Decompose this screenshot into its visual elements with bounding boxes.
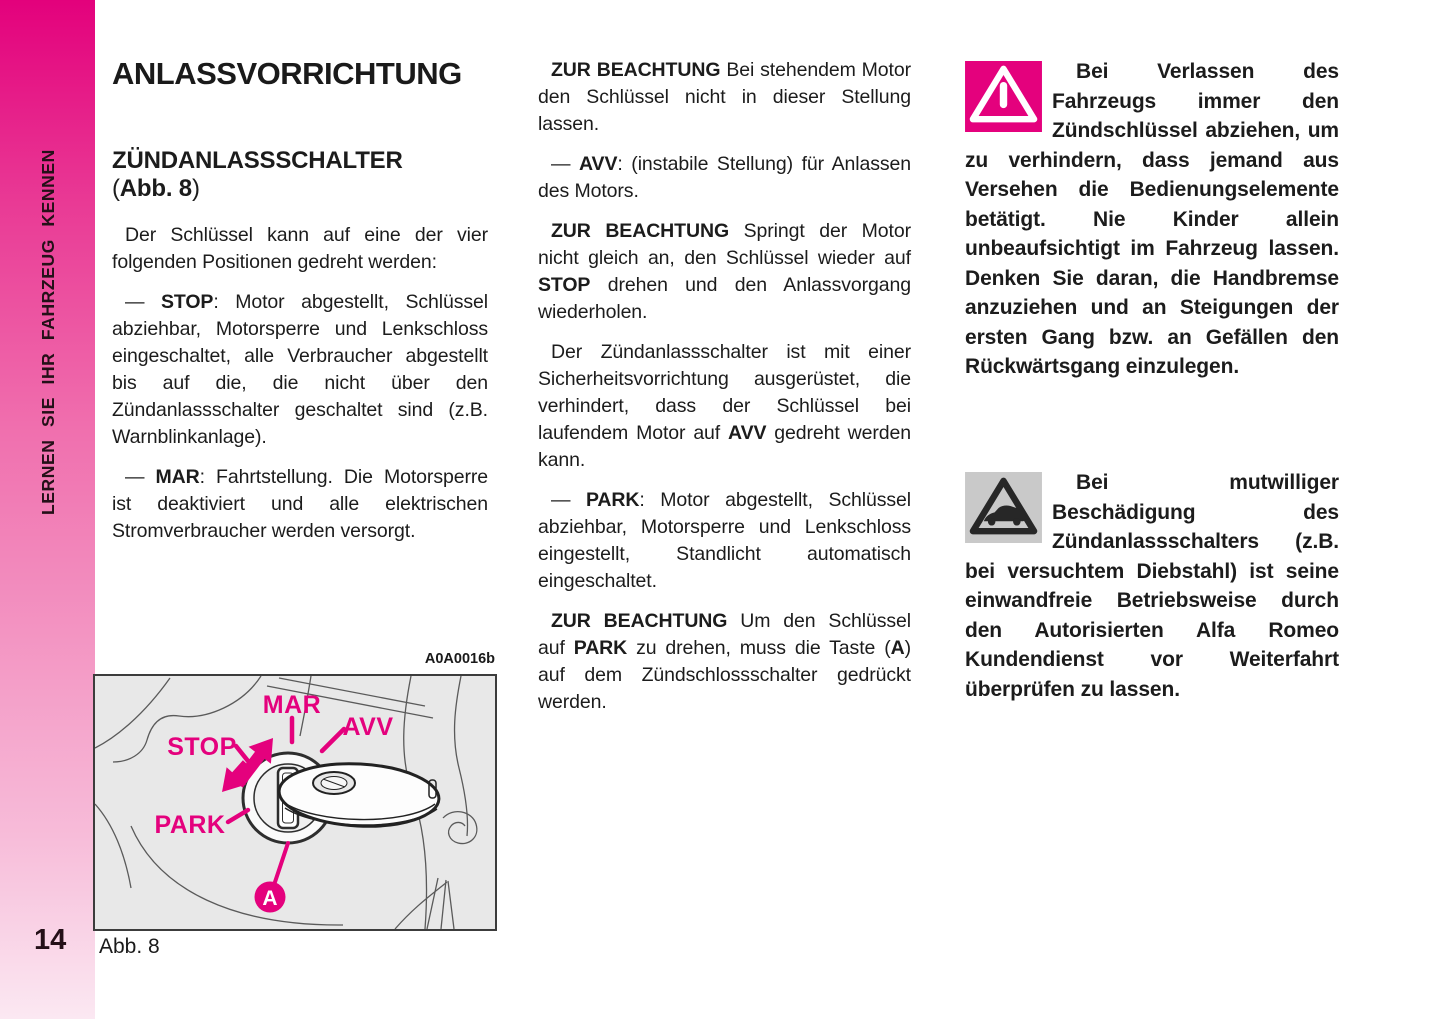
paragraph-mar-position — [112, 464, 488, 545]
chapter-sidebar — [0, 0, 95, 1019]
column-middle — [538, 57, 911, 729]
dash-run: — — [551, 489, 586, 511]
figure-label-avv: AVV — [342, 713, 394, 741]
text-run: : Motor abgestellt, Schlüssel abziehbar, Motorsperre und Lenkschloss eingeschaltet, alle Verbraucher abgestellt bis auf die, die nicht über den Zündanlassschalter geschaltet sind (z.B. Warnblinkanlage). — [112, 291, 489, 448]
column-left — [112, 57, 488, 558]
text-run: : Motor abgestellt, Schlüssel abziehbar, Motorsperre und Lenkschloss eingestellt, Standlicht automatisch eingeschaltet. — [538, 489, 912, 592]
exclamation-warning-icon — [965, 61, 1042, 132]
text-run: Der Zündanlassschalter ist mit einer Sicherheitsvorrichtung ausgerüstet, die verhindert, dass der Schlüssel bei laufendem Motor auf — [538, 341, 911, 444]
paragraph-avv-position — [538, 151, 911, 205]
paragraph-note-1 — [538, 57, 911, 138]
text-run: : Fahrtstellung. Die Motorsperre ist deaktiviert und alle elektrischen Stromverbraucher werden versorgt. — [112, 466, 488, 542]
ignition-switch-figure — [93, 674, 497, 931]
dash-run: — — [551, 153, 580, 175]
text-run: Der Schlüssel kann auf eine der vier folgenden Positionen gedreht werden: — [112, 224, 488, 273]
paragraph-note-3 — [538, 608, 911, 716]
term-stop: STOP — [538, 274, 591, 296]
term-mar: MAR — [155, 466, 200, 488]
dash-run: — — [125, 291, 161, 313]
text-run: Springt der Motor nicht gleich an, den Schlüssel wieder auf — [538, 220, 911, 269]
term-stop: STOP — [160, 291, 214, 313]
term-avv: AVV — [728, 422, 767, 444]
text-run: zu drehen, muss die Taste ( — [627, 637, 891, 659]
paragraph-safety-device — [538, 339, 911, 474]
warning-text — [965, 57, 1339, 382]
note-lead: ZUR BEACHTUNG — [551, 59, 721, 81]
figure-label-stop: STOP — [167, 733, 237, 761]
text-run: Bei stehendem Motor den Schlüssel nicht in dieser Stellung lassen. — [538, 59, 911, 135]
section-heading — [112, 147, 488, 203]
dash-run: — — [125, 466, 156, 488]
text-run: Um den Schlüssel auf — [538, 610, 911, 659]
paragraph-note-2 — [538, 218, 911, 326]
paren-close: ) — [191, 175, 200, 202]
paragraph-intro — [112, 222, 488, 276]
text-run: drehen und den Anlassvorgang wiederholen. — [538, 274, 911, 323]
note-lead: ZUR BEACHTUNG — [551, 610, 728, 632]
car-damage-warning-icon — [965, 472, 1042, 543]
section-heading-text: ZÜNDANLASSSCHALTER — [112, 147, 403, 174]
paragraph-stop-position — [112, 289, 488, 451]
term-park: PARK — [585, 489, 640, 511]
warning-text-run: Bei mutwilliger Beschädigung des Zündanlassschalters (z.B. bei versuchtem Diebstahl) ist seine einwandfreie Betriebsweise durch den Autorisierten Alfa Romeo Kundendienst vor Weiterfahrt überprüfen zu lassen. — [965, 471, 1339, 701]
figure-caption: Abb. 8 — [99, 935, 160, 958]
warning-text-run: Bei Verlassen des Fahrzeugs immer den Zündschlüssel abziehen, um zu verhindern, dass jemand aus Versehen die Bedienungselemente betätigt. Nie Kinder allein unbeaufsichtigt im Fahrzeug lassen. Denken Sie daran, die Handbremse anzuziehen und an Steigungen der ersten Gang bzw. an Gefällen den Rückwärtsgang einzulegen. — [965, 60, 1339, 378]
paren-open: ( — [112, 175, 120, 202]
note-lead: ZUR BEACHTUNG — [551, 220, 730, 242]
text-run: : (instabile Stellung) für Anlassen des Motors. — [538, 153, 912, 202]
figure-label-mar: MAR — [262, 691, 322, 719]
term-park: PARK — [573, 637, 628, 659]
figure-reference-label: Abb. 8 — [119, 175, 192, 202]
text-run: gedreht werden kann. — [538, 422, 911, 471]
figure-reference — [112, 175, 200, 202]
figure-code: A0A0016b — [424, 651, 495, 667]
warning-block-tampering — [965, 468, 1339, 704]
text-run: ) auf dem Zündschlossschalter gedrückt werden. — [538, 637, 911, 713]
paragraph-park-position — [538, 487, 911, 595]
page-number: 14 — [34, 924, 67, 956]
ignition-switch-illustration — [95, 676, 495, 929]
chapter-title-vertical: LERNEN SIE IHR FAHRZEUG KENNEN — [38, 149, 58, 515]
warning-block-key-removal — [965, 57, 1339, 382]
page-title: ANLASSVORRICHTUNG — [112, 56, 462, 91]
figure-label-park: PARK — [154, 811, 226, 839]
term-avv: AVV — [579, 153, 618, 175]
warning-text — [965, 468, 1339, 704]
figure-label-button-a: A — [262, 887, 278, 910]
term-button-a: A — [890, 637, 905, 659]
